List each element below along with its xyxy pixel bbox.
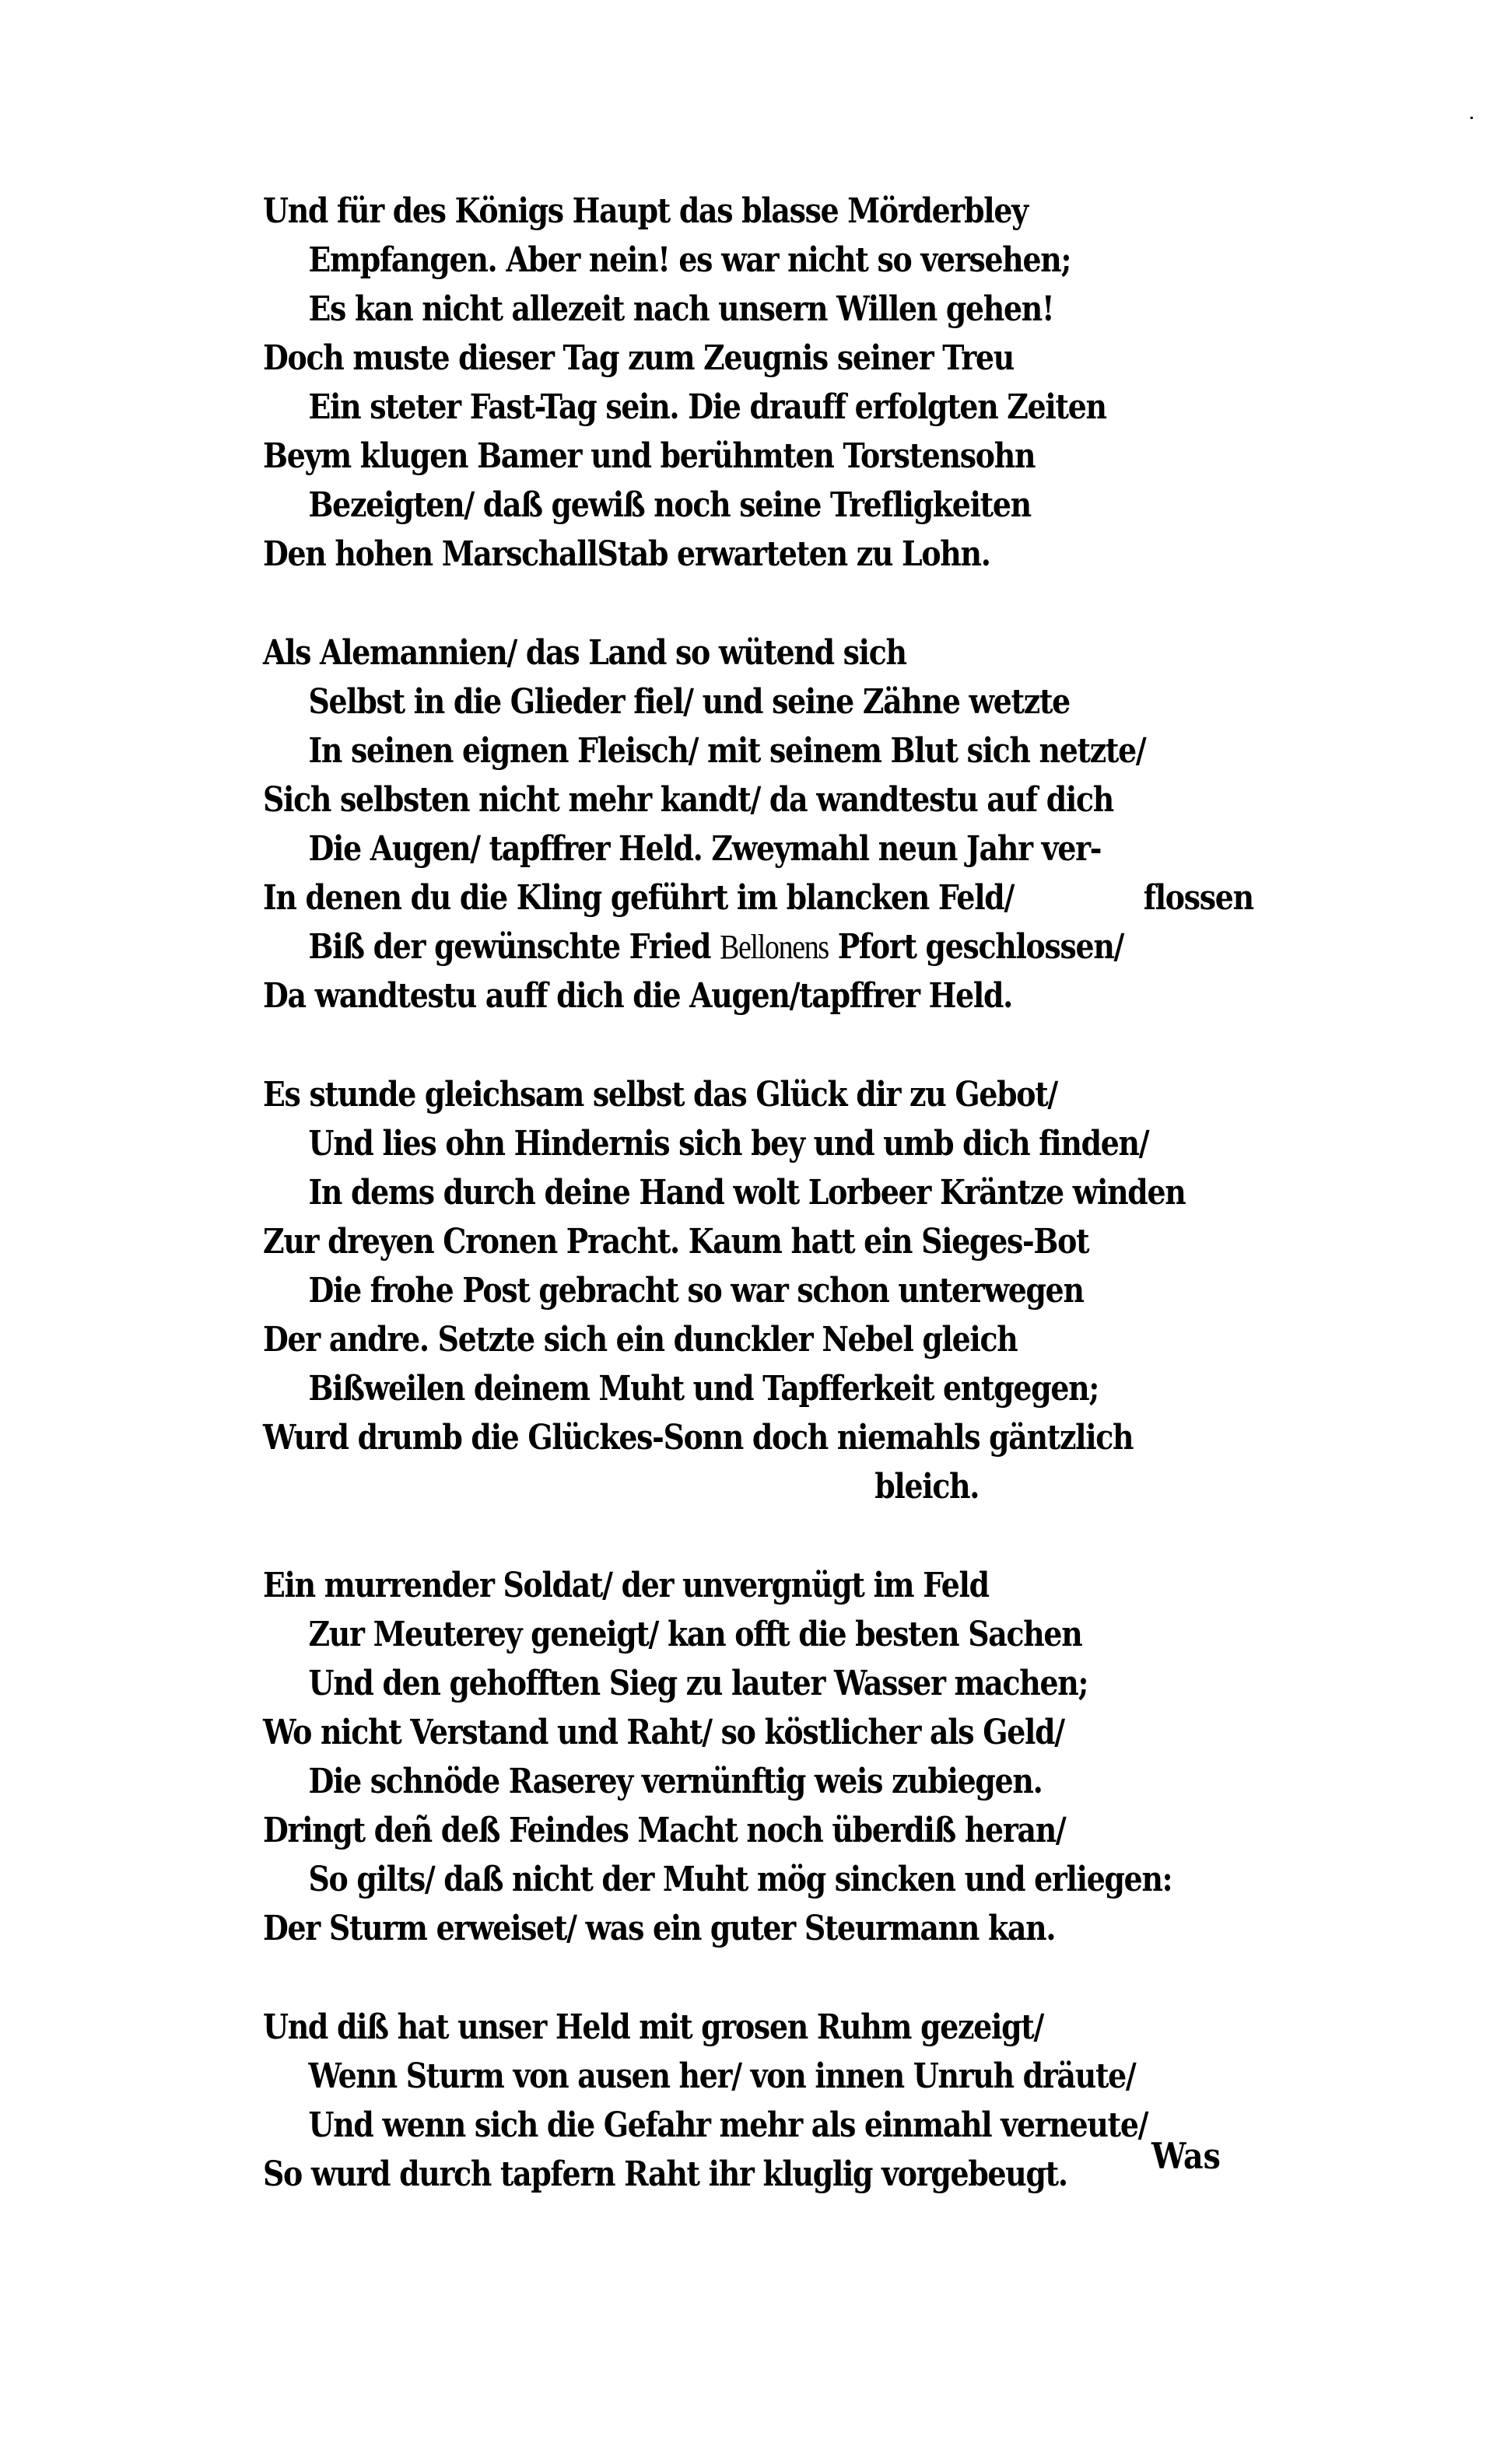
verse-line: Ein murrender Soldat/ der unvergnügt im Feld [263, 1566, 989, 1605]
verse-line: Und diß hat unser Held mit grosen Ruhm gezeigt/ [263, 2007, 1043, 2047]
verse-line: Der andre. Setzte sich ein dunckler Nebel gleich [263, 1320, 1018, 1360]
stanza-4 [263, 1561, 1298, 1953]
stanza-3 [263, 1070, 1298, 1511]
verse-line: Und für des Königs Haupt das blasse Mörderbley [263, 191, 1028, 231]
stanza-2 [263, 628, 1298, 1020]
verse-line: Und den gehofften Sieg zu lauter Wasser machen; [308, 1664, 1088, 1703]
scan-speck [1470, 117, 1473, 119]
verse-line: Zur Meuterey geneigt/ kan offt die besten Sachen [308, 1615, 1082, 1654]
latin-word: Bellonens [720, 928, 829, 966]
verse-line: Ein steter Fast-Tag sein. Die drauff erfolgten Zeiten [308, 387, 1106, 427]
verse-line: Wo nicht Verstand und Raht/ so köstlicher als Geld/ [263, 1713, 1064, 1752]
stanza-5 [263, 2003, 1298, 2199]
verse-line: Selbst in die Glieder fiel/ und seine Zähne wetzte [308, 682, 1070, 722]
verse-line: So gilts/ daß nicht der Muht mög sincken und erliegen: [308, 1860, 1172, 1899]
verse-line-with-hanging-word [263, 873, 1253, 922]
stanza-1 [263, 187, 1298, 579]
verse-line: Doch muste dieser Tag zum Zeugnis seiner Treu [263, 338, 1015, 378]
verse-line: Bezeigten/ daß gewiß noch seine Trefligkeiten [308, 485, 1031, 525]
verse-text: In denen du die Kling geführt im blancken Feld/ [263, 878, 1014, 918]
verse-line: Die frohe Post gebracht so war schon unterwegen [308, 1271, 1084, 1311]
verse-line: Und lies ohn Hindernis sich bey und umb dich finden/ [308, 1124, 1149, 1164]
verse-line: Wenn Sturm von ausen her/ von innen Unruh dräute/ [308, 2056, 1136, 2096]
catchword: Was [1151, 2135, 1221, 2177]
verse-line: Die schnöde Raserey vernünftig weis zubiegen. [308, 1762, 1043, 1801]
verse-line: Der Sturm erweiset/ was ein guter Steurmann kan. [263, 1909, 1056, 1948]
verse-line: Zur dreyen Cronen Pracht. Kaum hatt ein Sieges-Bot [263, 1222, 1089, 1262]
verse-line: Die Augen/ tapffrer Held. Zweymahl neun Jahr ver- [308, 829, 1102, 869]
verse-line: Und wenn sich die Gefahr mehr als einmahl verneute/ [308, 2105, 1148, 2145]
verse-line: Beym klugen Bamer und berühmten Torstensohn [263, 436, 1036, 476]
verse-line: Sich selbsten nicht mehr kandt/ da wandtestu auf dich [263, 780, 1113, 820]
verse-line: In dems durch deine Hand wolt Lorbeer Kräntze winden [308, 1173, 1186, 1213]
verse-line-with-latin [263, 922, 1153, 971]
verse-line: In seinen eignen Fleisch/ mit seinem Blut sich netzte/ [308, 731, 1146, 771]
verse-text-after: Pfort geschlossen/ [828, 927, 1124, 967]
verse-line: Wurd drumb die Glückes-Sonn doch niemahls gäntzlich [263, 1418, 1134, 1458]
verse-line: Den hohen MarschallStab erwarteten zu Lohn. [263, 534, 990, 574]
verse-line: Es kan nicht allezeit nach unsern Willen gehen! [308, 289, 1054, 329]
verse-line: Als Alemannien/ das Land so wütend sich [263, 633, 906, 673]
verse-line: Bißweilen deinem Muht und Tapfferkeit entgegen; [308, 1369, 1099, 1409]
verse-line: Dringt deñ deß Feindes Macht noch überdiß heran/ [263, 1811, 1066, 1850]
verse-line: Empfangen. Aber nein! es war nicht so versehen; [308, 240, 1071, 280]
verse-line-continuation: bleich. [874, 1467, 980, 1507]
verse-text-before: Biß der gewünschte Fried [308, 927, 720, 967]
verse-line: Da wandtestu auff dich die Augen/tapffrer Held. [263, 976, 1013, 1016]
verse-line: So wurd durch tapfern Raht ihr kluglig vorgebeugt. [263, 2154, 1067, 2194]
poem-text [263, 187, 1298, 2249]
hanging-word: flossen [1143, 878, 1253, 918]
verse-line: Es stunde gleichsam selbst das Glück dir zu Gebot/ [263, 1075, 1057, 1115]
